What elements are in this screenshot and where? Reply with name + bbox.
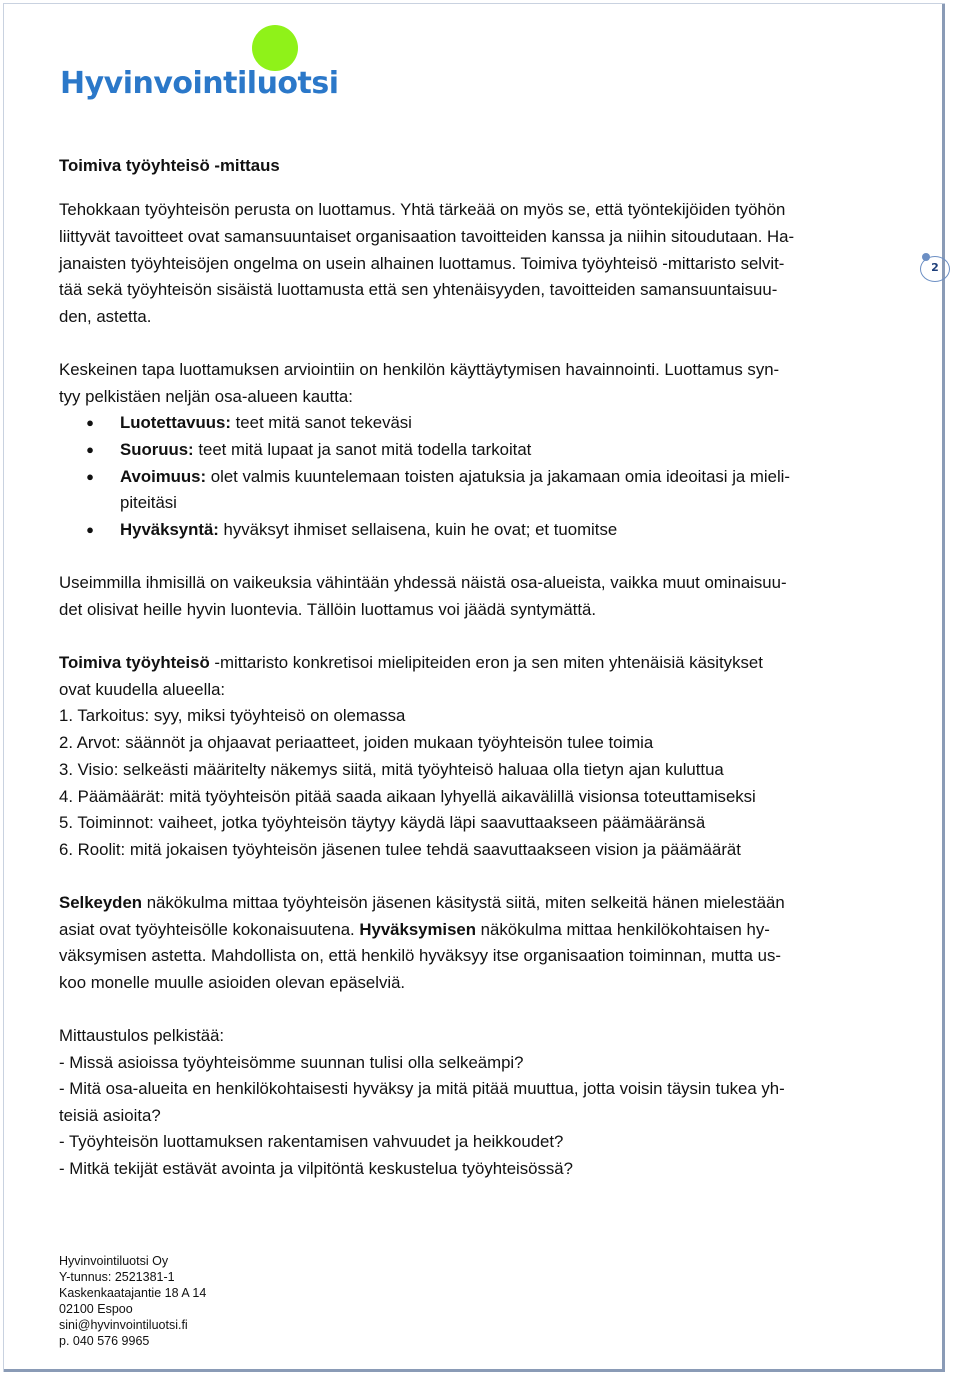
para2-line: tyy pelkistäen neljän osa-alueen kautta: xyxy=(59,387,353,406)
bullet-continuation: piteitäsi xyxy=(120,493,177,512)
para6-line: - Missä asioissa työyhteisömme suunnan tulisi olla selkeämpi? xyxy=(59,1053,524,1072)
logo-text: Hyvinvointiluotsi xyxy=(60,66,339,101)
para1-line: liittyvät tavoitteet ovat samansuuntaiset organisaation tavoitteiden kanssa ja niihin sitoudutaan. Ha- xyxy=(59,227,795,246)
bullet-item xyxy=(85,437,531,464)
para6-line: teisiä asioita? xyxy=(59,1106,161,1125)
bullet-text: teet mitä sanot tekeväsi xyxy=(230,413,412,432)
bullet-term: Hyväksyntä: xyxy=(120,520,219,539)
page-badge-dot-icon xyxy=(922,253,930,261)
para3-line: det olisivat heille hyvin luontevia. Tällöin luottamus voi jäädä syntymättä. xyxy=(59,600,596,619)
bullet-item xyxy=(85,517,617,544)
para5-bold-term: Hyväksymisen xyxy=(359,920,477,939)
bullet-icon: ● xyxy=(86,442,94,457)
bullet-term: Suoruus: xyxy=(120,440,194,459)
footer-contact xyxy=(59,1253,206,1349)
para3-line: Useimmilla ihmisillä on vaikeuksia vähintään yhdessä näistä osa-alueista, vaikka muut ominaisuu- xyxy=(59,573,787,592)
bullet-icon: ● xyxy=(86,469,94,484)
bullet-icon: ● xyxy=(86,415,94,430)
bullet-item xyxy=(85,464,790,491)
page-number: 2 xyxy=(931,261,939,274)
para1-line: den, astetta. xyxy=(59,307,152,326)
para6-line: - Mitkä tekijät estävät avointa ja vilpitöntä keskustelua työyhteisössä? xyxy=(59,1159,573,1178)
para4-bold-lead: Toimiva työyhteisö xyxy=(59,653,210,672)
para1-line: tää sekä työyhteisön sisäistä luottamusta että sen yhtenäisyyden, tavoitteiden samansuuntaisuu- xyxy=(59,280,778,299)
para5-line xyxy=(59,917,770,944)
para4-line1-rest: -mittaristo konkretisoi mielipiteiden eron ja sen miten yhtenäisiä käsitykset xyxy=(209,653,763,672)
para5-line: väksymisen astetta. Mahdollista on, että henkilö hyväksyy itse organisaation toiminnan, mutta us- xyxy=(59,946,781,965)
numbered-item: 5. Toiminnot: vaiheet, jotka työyhteisön täytyy käydä läpi saavuttaakseen päämääränsä xyxy=(59,813,706,832)
logo-dot-icon xyxy=(252,25,298,71)
bullet-item xyxy=(85,410,412,437)
para1-line: Tehokkaan työyhteisön perusta on luottamus. Yhtä tärkeää on myös se, että työntekijöiden työhön xyxy=(59,200,786,219)
bullet-term: Avoimuus: xyxy=(120,467,207,486)
para6-line: - Mitä osa-alueita en henkilökohtaisesti hyväksy ja mitä pitää muuttua, jotta voisin täysin tukea yh- xyxy=(59,1079,785,1098)
bullet-icon: ● xyxy=(86,522,94,537)
para5-line: koo monelle muulle asioiden olevan epäselviä. xyxy=(59,973,406,992)
page-number-badge xyxy=(920,256,950,282)
para4-line xyxy=(59,650,763,677)
para5-line xyxy=(59,890,785,917)
para6-line: - Työyhteisön luottamuksen rakentamisen vahvuudet ja heikkoudet? xyxy=(59,1132,564,1151)
numbered-item: 2. Arvot: säännöt ja ohjaavat periaatteet, joiden mukaan työyhteisön tulee toimia xyxy=(59,733,654,752)
bullet-term: Luotettavuus: xyxy=(120,413,231,432)
para6-heading: Mittaustulos pelkistää: xyxy=(59,1026,225,1045)
document-title: Toimiva työyhteisö -mittaus xyxy=(59,156,280,175)
para2-line: Keskeinen tapa luottamuksen arviointiin on henkilön käyttäytymisen havainnointi. Luottamus syn- xyxy=(59,360,780,379)
para1-line: janaisten työyhteisöjen ongelma on usein alhainen luottamus. Toimiva työyhteisö -mittaristo selvit- xyxy=(59,254,785,273)
numbered-item: 1. Tarkoitus: syy, miksi työyhteisö on olemassa xyxy=(59,706,406,725)
para5-text: asiat ovat työyhteisölle kokonaisuutena. xyxy=(59,920,360,939)
hyvinvointiluotsi-logo xyxy=(60,22,339,112)
bullet-text: hyväksyt ihmiset sellaisena, kuin he ovat; et tuomitse xyxy=(218,520,618,539)
footer-company: Hyvinvointiluotsi Oy xyxy=(59,1254,169,1268)
footer-street: Kaskenkaatajantie 18 A 14 xyxy=(59,1286,207,1300)
footer-city: 02100 Espoo xyxy=(59,1302,133,1316)
numbered-item: 4. Päämäärät: mitä työyhteisön pitää saada aikaan lyhyellä aikavälillä visionsa toteuttamiseksi xyxy=(59,787,756,806)
footer-phone: p. 040 576 9965 xyxy=(59,1334,150,1348)
footer-email: sini@hyvinvointiluotsi.fi xyxy=(59,1318,188,1332)
numbered-item: 3. Visio: selkeästi määritelty näkemys siitä, mitä työyhteisö haluaa olla tietyn ajan kuluttua xyxy=(59,760,724,779)
para5-text: näkökulma mittaa työyhteisön jäsenen käsitystä siitä, miten selkeitä hänen mielestään xyxy=(142,893,785,912)
para4-line: ovat kuudella alueella: xyxy=(59,680,226,699)
para5-bold-term: Selkeyden xyxy=(59,893,143,912)
bullet-text: olet valmis kuuntelemaan toisten ajatuksia ja jakamaan omia ideoitasi ja mieli- xyxy=(206,467,790,486)
para5-text: näkökulma mittaa henkilökohtaisen hy- xyxy=(476,920,770,939)
footer-business-id: Y-tunnus: 2521381-1 xyxy=(59,1270,175,1284)
bullet-text: teet mitä lupaat ja sanot mitä todella tarkoitat xyxy=(193,440,532,459)
numbered-item: 6. Roolit: mitä jokaisen työyhteisön jäsenen tulee tehdä saavuttaakseen vision ja päämäärät xyxy=(59,840,741,859)
